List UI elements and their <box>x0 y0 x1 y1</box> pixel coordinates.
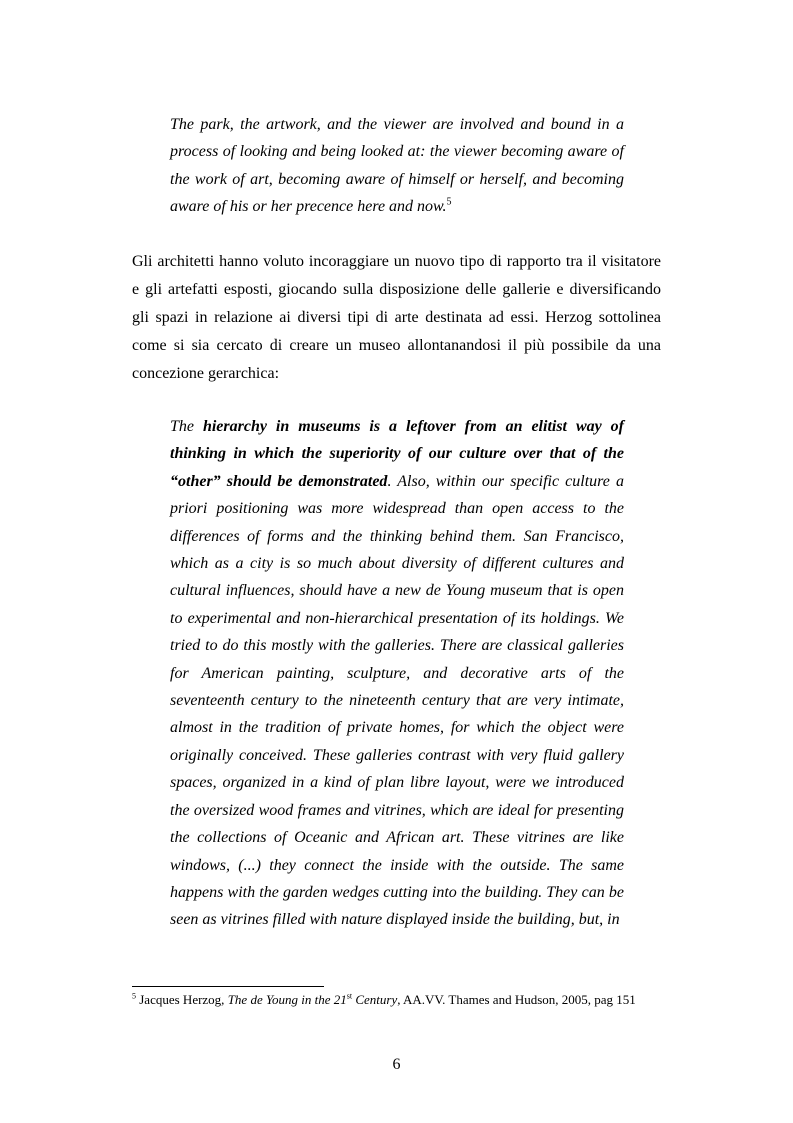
footnote <box>132 992 692 1008</box>
footnote-author: Jacques Herzog, <box>139 992 228 1007</box>
body-paragraph: Gli architetti hanno voluto incoraggiare un nuovo tipo di rapporto tra il visitatore e gli artefatti esposti, giocando sulla disposizione delle gallerie e diversificando gli spazi in relazione ai diversi tipi di arte destinata ad essi. Herzog sottolinea come si sia cercato di creare un museo allontanandosi il più possibile da una concezione gerarchica: <box>132 253 661 382</box>
footnote-title-part-a: The de Young in the 21 <box>227 992 347 1007</box>
footnote-title-superscript: st <box>346 991 353 1001</box>
footnote-separator <box>132 986 324 987</box>
block-quote-2 <box>170 413 624 934</box>
footnote-number: 5 <box>132 991 136 1001</box>
page-number: 6 <box>392 1056 401 1073</box>
block-quote-1 <box>170 111 624 221</box>
footnote-title-part-b: Century <box>352 992 398 1007</box>
quote-2-rest: . Also, within our specific culture a priori positioning was more widespread than open access to the differences of forms and the thinking behind them. San Francisco, which as a city is so much about diversity of different cultures and cultural influences, should have a new de Young museum that is open to experimental and non-hierarchical presentation of its holdings. We tried to do this mostly with the galleries. There are classical galleries for American painting, sculpture, and decorative arts of the seventeenth century to the nineteenth century that are very intimate, almost in the tradition of private homes, for which the object were originally conceived. These galleries contrast with very fluid gallery spaces, organized in a kind of plan libre layout, were we introduced the oversized wood frames and vitrines, which are ideal for presenting the collections of Oceanic and African art. These vitrines are like windows, (...) they connect the inside with the outside. The same happens with the garden wedges cutting into the building. They can be seen as vitrines filled with nature displayed inside the building, but, in <box>170 472 625 929</box>
footnote-reference[interactable]: 5 <box>446 196 452 208</box>
quote-2-bold-emphasis: hierarchy in museums is a leftover from an elitist way of thinking in which the superiority of our culture over that of the “other” should be demonstrated <box>170 418 625 490</box>
footnote-title <box>228 992 398 1007</box>
quote-2-lead: The <box>170 418 203 435</box>
quote-1-text: The park, the artwork, and the viewer are involved and bound in a process of looking and being looked at: the viewer becoming aware of the work of art, becoming aware of himself or herself, and becoming aware of his or her precence here and now. <box>170 116 624 216</box>
footnote-rest: , AA.VV. Thames and Hudson, 2005, pag 151 <box>397 992 636 1007</box>
